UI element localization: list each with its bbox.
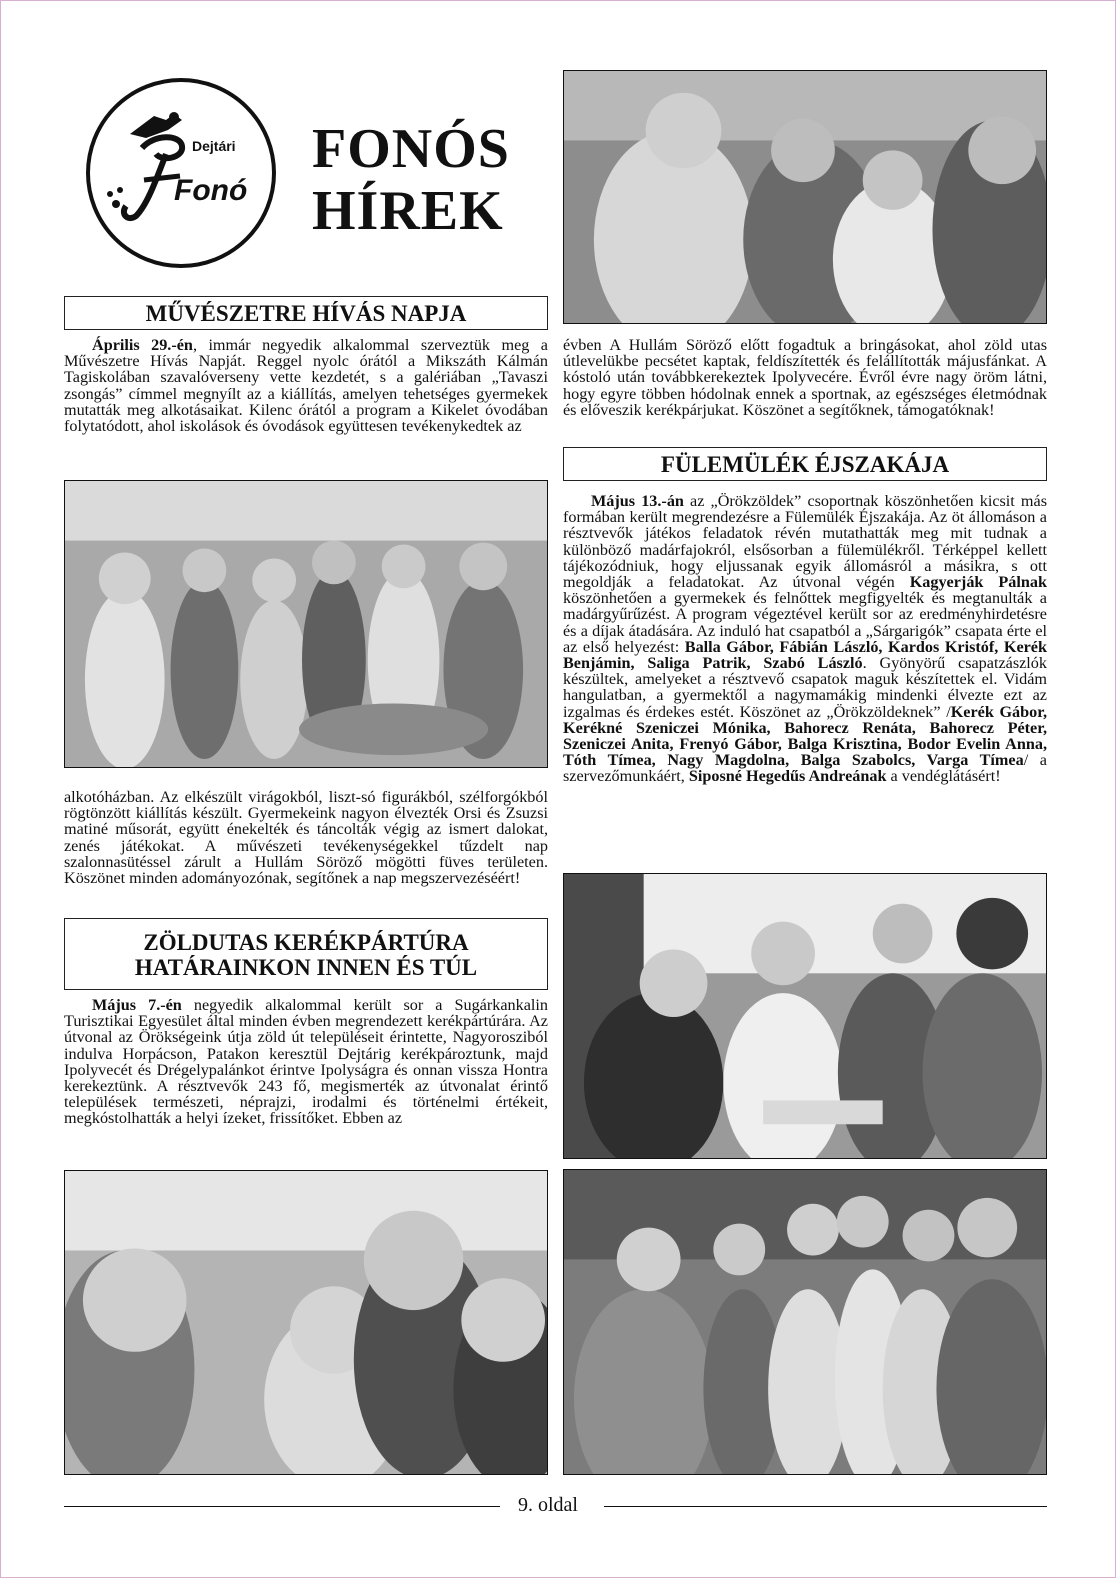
masthead-line2: HÍREK bbox=[312, 180, 504, 242]
section-title-muveszetre: MŰVÉSZETRE HÍVÁS NAPJA bbox=[64, 296, 548, 330]
title-line1: ZÖLDUTAS KERÉKPÁRTÚRA bbox=[143, 930, 469, 955]
article-muveszetre-continued: alkotóházban. Az elkészült virágokból, liszt-só figurákból, szélforgókból rögtönzött kiállítás készült. Gyermekeink nagyon élvezték Orsi és Zsuzsi matiné műsorát, együtt énekelték és táncolták végig az ismert dalokat, zenés játékokat. A művészeti tevékenységekkel tűzdelt nap szalonnasütéssel zárult a Hullám Söröző mögötti füves területen. Köszönet minden adományozónak, segítőnek a nap megszervezéséért! bbox=[64, 788, 548, 888]
bold-organizer-names: Kerék Gábor, Kerékné Szeniczei Mónika, Bahorecz Renáta, Bahorecz Péter, Szeniczei Anita, Frenyó Gábor, Balga Krisztina, Bodor Evelin Anna, Tóth Tímea, Nagy Magdolna, Balga Szabolcs, Varga Tímea bbox=[563, 702, 1047, 770]
title-line2: HATÁRAINKON INNEN ÉS TÚL bbox=[134, 955, 478, 980]
date-may-7: Május 7.-én bbox=[92, 996, 182, 1014]
bold-team-names: Balla Gábor, Fábián László, Kardos Kristóf, Kerék Benjámin, Saliga Patrik, Szabó László bbox=[563, 637, 1047, 673]
photo-boys-map bbox=[563, 873, 1047, 1159]
date-may-13: Május 13.-án bbox=[591, 492, 684, 510]
section-title-fulemulek: FÜLEMÜLÉK ÉJSZAKÁJA bbox=[563, 447, 1047, 481]
article-text: negyedik alkalommal került sor a Sugárkankalin Turisztikai Egyesület által minden évben megrendezett kerékpártúrára. Az útvonal az Örökségeink útja zöld út településeit érintette, Nagyorosziból indulva Horpácson, Patakon keresztül Dejtárig kerékpároztunk, majd Ipolyvecét és Drégelypalánkot érintve Ipolyságra és onnan vissza Hontra kerekeztünk. A résztvevők 243 fő, megismerték az útvonalat érintő települések természeti, néprajzi, irodalmi és történelmi értékeit, megkóstolhatták a helyi ízeket, frissítőket. Ebben az bbox=[64, 996, 548, 1128]
article-zoldutas bbox=[64, 997, 548, 1127]
article-zoldutas-continued: évben A Hullám Söröző előtt fogadtuk a bringásokat, ahol zöld utas útlevelükbe pecsétet kaptak, feldíszítették és felállították májusfánkat. A kóstoló után továbbkerekeztek Ipolyvecére. Évről évre nagy öröm látni, hogy egyre többen hódolnak ennek a sportnak, az egészséges életmódnak és előveszik kerékpárjukat. Köszönet a segítőknek, támogatóknak! bbox=[563, 336, 1047, 419]
article-text: a vendéglátásért! bbox=[886, 767, 1001, 786]
article-text: az „Örökzöldek” csoportnak köszönhetően kicsit más formában került megrendezésre a Fülemülék Éjszakája. Az öt állomáson a résztvevők játékos feladatok révén mutathatták meg mit tudnak a különböző madárfajokról, elsősorban a fülemülékről. Térképpel kellett tájékozódniuk, hogy eljussanak egyik állomásról a másikra, s ott megoldják a feladatokat. Az útvonal végén bbox=[563, 492, 1047, 592]
photo-tasting bbox=[563, 70, 1047, 324]
masthead-line1: FONÓS bbox=[312, 118, 510, 180]
photo-cyclists-selfie bbox=[64, 1170, 548, 1475]
date-april-29: Április 29.-én bbox=[92, 336, 193, 354]
section-title-zoldutas bbox=[64, 918, 548, 990]
footer-rule-left bbox=[64, 1506, 500, 1507]
article-fulemulek bbox=[563, 493, 1047, 785]
logo-big-text: Fonó bbox=[174, 174, 248, 207]
bold-host-name: Siposné Hegedűs Andreának bbox=[688, 767, 887, 786]
article-text: , immár negyedik alkalommal szerveztük meg a Művészetre Hívás Napját. Reggel nyolc órától a Mikszáth Kálmán Tagiskolában szavalóverseny vette kezdetét, s a galériában „Tavaszi zsongás” címmel megnyílt az a kiállítás, amelyen tehetséges gyermekek mutatták meg alkotásaikat. Kilenc órától a program a Kikelet óvodában folytatódott, ahol iskolások és óvodások együttesen tevékenykedtek az bbox=[64, 336, 548, 436]
article-muveszetre-intro bbox=[64, 337, 548, 434]
footer-rule-right bbox=[604, 1506, 1047, 1507]
masthead-title bbox=[312, 118, 510, 242]
photo-women-group bbox=[563, 1169, 1047, 1475]
article-text: / a szervezőmunkáért, bbox=[563, 751, 1047, 786]
logo-small-text: Dejtári bbox=[192, 138, 236, 154]
page-number: 9. oldal bbox=[518, 1494, 578, 1516]
fono-logo bbox=[84, 76, 278, 270]
bold-name: Kagyerják Pálnak bbox=[909, 573, 1047, 592]
article-text: . Gyönyörű csapatzászlók készültek, amelyeket a résztvevő csapatok maguk készítettek el. Vidám hangulatban, a gyermektől a nagymamákig mindenki élvezte ezt az izgalmas és érdekes estét. Köszönet az „Örökzöldeknek” / bbox=[563, 654, 1047, 721]
article-text: köszönhetően a gyermekek és felnőttek megfigyelték és megtanulták a madárgyűrűzést. A program végeztével került sor az eredményhirdetésre és a díjak átadására. Az induló hat csapatból a „Sárgarigók” csapata érte el az első helyezést: bbox=[563, 589, 1047, 656]
photo-children-pinwheels bbox=[64, 480, 548, 768]
